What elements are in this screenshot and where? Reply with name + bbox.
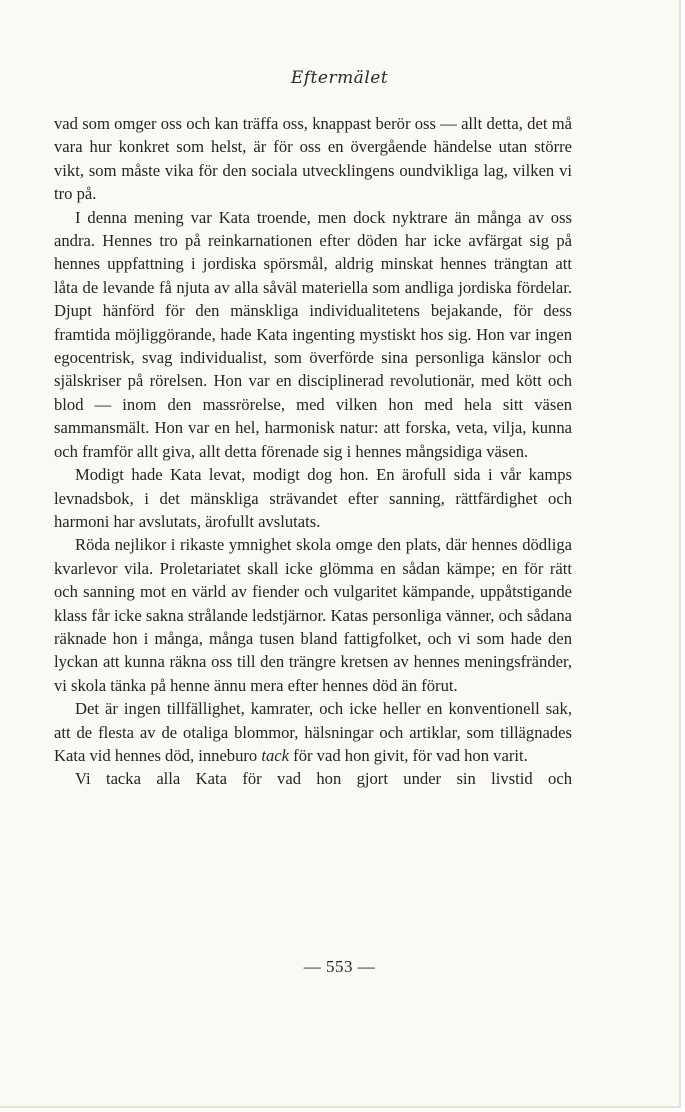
paragraph-text: Det är ingen tillfällighet, kamrater, och icke heller en konventionell sak, att de flesta av de otaliga blommor, hälsningar och artiklar, som tillägnades Kata vid hennes död, inneburo [54,699,572,765]
body-text [54,112,572,791]
paragraph [54,697,572,767]
paragraph: Modigt hade Kata levat, modigt dog hon. En ärofull sida i vår kamps levnadsbok, i det mänskliga strävandet efter sanning, rättfärdighet och harmoni har avslutats, ärofullt avslutats. [54,465,572,531]
paragraph-text: för vad hon givit, för vad hon varit. [289,745,528,765]
paragraph-last-line: Vi tacka alla Kata för vad hon gjort under sin livstid och [75,769,572,789]
paragraph: Röda nejlikor i rikaste ymnighet skola omge den plats, där hennes dödliga kvarlevor vila. Proletariatet skall icke glömma en sådan kämpe; en för rätt och sanning mot en värld av fiender och vulgaritet kämpande, uppåtstigande klass får icke sakna strålande ledstjärnor. Katas personliga vänner, och sådana räknade hon i många, många tusen bland fattigfolket, och vi som hade den lyckan att kunna räkna oss till den trängre kretsen av hennes meningsfränder, vi skola tänka på henne ännu mera efter hennes död än förut. [54,535,572,695]
emphasized-word: tack [261,745,290,765]
page-number: — 553 — [303,957,376,976]
paragraph: vad som omger oss och kan träffa oss, knappast berör oss — allt detta, det må vara hur konkret som helst, är för oss en övergående händelse utan större vikt, som måste vika för den sociala utvecklingens oundvikliga lag, vilken vi tro på. [54,114,572,204]
running-title: Eftermälet [290,68,389,88]
paragraph: I denna mening var Kata troende, men dock nyktrare än många av oss andra. Hennes tro på reinkarnationen efter döden har icke avfärgat sig på hennes uppfattning i jordiska spörsmål, aldrig minskat hennes trängtan att låta de levande få njuta av alla såväl materiella som andliga jordiska fördelar. Djupt hänförd för den mänskliga individualitetens bejakande, för dess framtida möjliggörande, hade Kata ingenting mystiskt hos sig. Hon var ingen egocentrisk, svag individualist, som överförde sina personliga känslor och själskriser på rörelsen. Hon var en disciplinerad revolutionär, med kött och blod — inom den massrörelse, med vilken hon med hela sitt väsen sammansmält. Hon var en hel, harmonisk natur: att forska, veta, vilja, kunna och framför allt giva, allt detta förenade sig i hennes mångsidiga väsen. [54,207,572,461]
